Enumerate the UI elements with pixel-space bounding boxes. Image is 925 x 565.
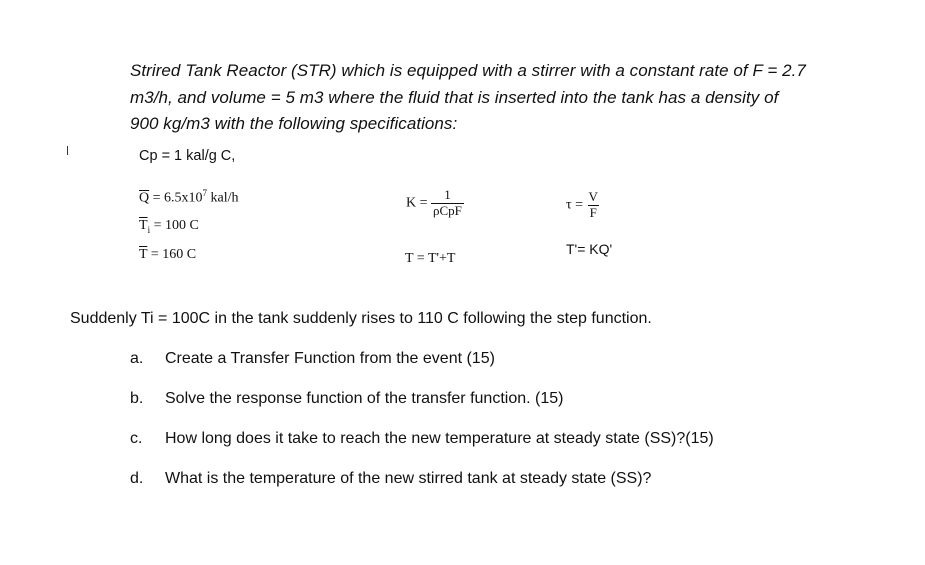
question-letter: a. — [130, 350, 144, 367]
question-text: What is the temperature of the new stirred tank at steady state (SS)? — [165, 470, 652, 487]
question-letter: d. — [130, 470, 144, 487]
spec-tau-numerator: V — [588, 189, 598, 204]
spec-cp: Cp = 1 kal/g C, — [139, 148, 236, 164]
spec-tkq: T'= KQ' — [566, 241, 613, 257]
spec-tt: T = T'+T — [405, 251, 456, 266]
spec-q-symbol: $\overline{Q}$ — [139, 190, 150, 206]
spec-q-unit: kal/h — [207, 190, 239, 206]
spec-ti-subscript: i — [147, 224, 151, 235]
problem-statement: Suddenly Ti = 100C in the tank suddenly rises to 110 C following the step function. — [70, 310, 652, 327]
spec-ti-eq: = 100 C — [150, 218, 199, 233]
spec-k — [406, 188, 464, 219]
spec-tau-lhs: τ = — [566, 197, 584, 213]
question-text: Solve the response function of the transfer function. (15) — [165, 390, 564, 407]
spec-ti-symbol: $\overline{T}$ — [139, 218, 148, 233]
intro-line: Strired Tank Reactor (STR) which is equipped with a stirrer with a constant rate of F = 2.7 — [130, 61, 806, 80]
spec-t-eq: = 160 C — [147, 247, 197, 262]
spec-tau-fraction — [587, 190, 600, 221]
spec-q — [139, 188, 239, 207]
spec-ti — [139, 218, 199, 235]
question-text: Create a Transfer Function from the event (15) — [165, 350, 495, 367]
spec-k-denominator: ρCpF — [433, 202, 462, 218]
spec-k-fraction — [431, 188, 464, 219]
spec-t — [139, 247, 196, 263]
spec-q-eq: = 6.5x10 — [149, 190, 203, 206]
spec-k-numerator: 1 — [444, 187, 451, 202]
spec-tau — [566, 190, 600, 221]
spec-t-symbol: $\overline{T}$ — [139, 247, 148, 262]
spec-q-exponent: 7 — [202, 188, 208, 198]
intro-line: m3/h, and volume = 5 m3 where the fluid that is inserted into the tank has a density of — [130, 87, 779, 107]
intro-line: 900 kg/m3 with the following specifications: — [130, 114, 458, 133]
question-text: How long does it take to reach the new temperature at steady state (SS)?(15) — [165, 430, 714, 447]
question-letter: b. — [130, 390, 144, 407]
intro-paragraph — [130, 58, 870, 138]
question-letter: c. — [130, 430, 143, 447]
text-cursor-mark — [67, 146, 68, 155]
spec-tau-denominator: F — [589, 204, 597, 220]
spec-k-lhs: K = — [406, 195, 428, 211]
